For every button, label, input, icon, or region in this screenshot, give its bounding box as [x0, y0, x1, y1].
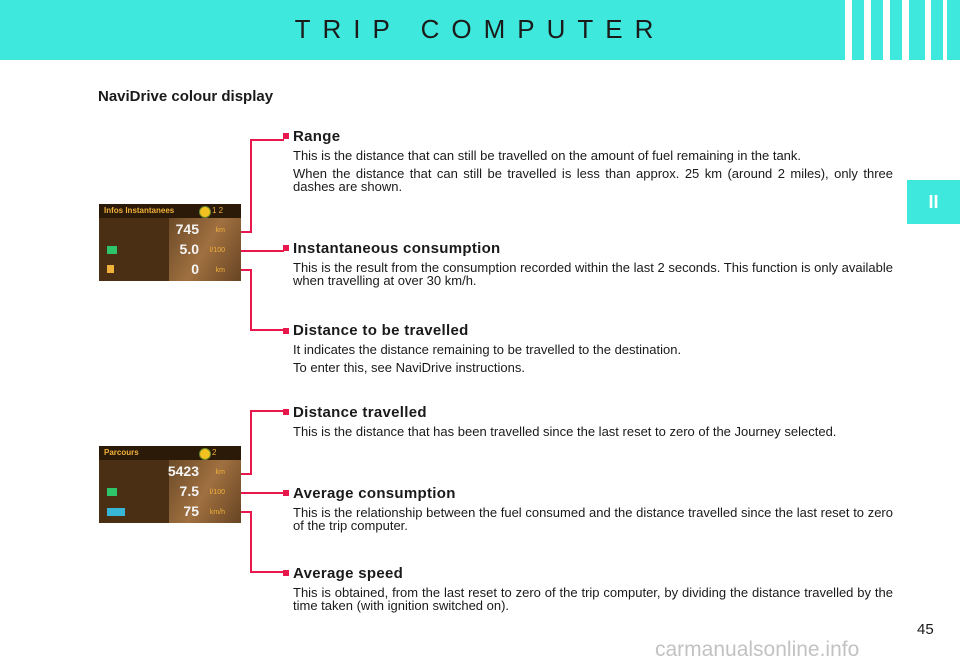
connector-line — [236, 250, 284, 252]
average-speed-value: 75 — [183, 503, 199, 519]
item-distance-to-be-travelled — [293, 322, 893, 379]
header-stripe — [864, 0, 871, 60]
header-stripe — [845, 0, 852, 60]
navidrive-screen-instant — [99, 204, 241, 281]
screen-badge-text: 2 — [212, 448, 217, 457]
item-instantaneous-consumption — [293, 240, 893, 292]
car-icon — [107, 508, 125, 516]
item-text: When the distance that can still be travelled is less than approx. 25 km (around 2 miles), only three dashes are shown. — [293, 166, 893, 194]
item-average-speed — [293, 565, 893, 617]
item-average-consumption — [293, 485, 893, 537]
item-distance-travelled — [293, 404, 893, 443]
screen-label: Parcours — [104, 448, 139, 457]
item-title: Range — [293, 128, 341, 145]
item-text: This is the distance that has been travelled since the last reset to zero of the Journey selected. — [293, 424, 837, 439]
section-heading: NaviDrive colour display — [98, 88, 274, 105]
connector-line — [250, 140, 252, 232]
connector-line — [250, 511, 252, 573]
watermark: carmanualsonline.info — [655, 638, 860, 661]
connector-line — [250, 329, 284, 331]
unit-label: km — [215, 469, 225, 476]
item-title: Instantaneous consumption — [293, 240, 501, 257]
header-stripe — [902, 0, 909, 60]
bullet-marker — [283, 570, 289, 576]
distance-travelled-value: 5423 — [167, 463, 199, 479]
header-stripe — [883, 0, 890, 60]
connector-line — [250, 410, 284, 412]
unit-label: km — [215, 267, 225, 274]
distance-remaining-value: 0 — [191, 261, 199, 277]
section-tab: II — [907, 180, 960, 224]
average-consumption-value: 7.5 — [179, 483, 199, 499]
consumption-value: 5.0 — [179, 241, 199, 257]
connector-line — [250, 269, 252, 331]
page-title: TRIP COMPUTER — [294, 14, 666, 44]
item-text: This is the distance that can still be travelled on the amount of fuel remaining in the tank. — [293, 148, 802, 163]
item-text: This is the relationship between the fuel consumed and the distance travelled since the last reset to zero of the trip computer. — [293, 505, 893, 533]
item-text: To enter this, see NaviDrive instructions. — [293, 360, 525, 375]
connector-line — [250, 139, 284, 141]
fuel-pump-icon — [107, 246, 117, 254]
flag-icon — [107, 265, 114, 273]
item-title: Average speed — [293, 565, 404, 582]
bullet-marker — [283, 490, 289, 496]
unit-label: l/100 — [209, 489, 225, 496]
unit-label: km/h — [209, 509, 225, 516]
navidrive-screen-journey — [99, 446, 241, 523]
journey-badge-icon — [199, 448, 211, 460]
item-title: Average consumption — [293, 485, 456, 502]
page-number: 45 — [917, 621, 934, 638]
bullet-marker — [283, 245, 289, 251]
item-text: This is the result from the consumption recorded within the last 2 seconds. This function is only available when travelling at over 30 km/h. — [293, 260, 893, 288]
item-text: It indicates the distance remaining to be travelled to the destination. — [293, 342, 682, 357]
item-title: Distance travelled — [293, 404, 427, 421]
fuel-pump-icon — [107, 488, 117, 496]
screen-badge-text: 1 2 — [212, 206, 224, 215]
item-text: This is obtained, from the last reset to zero of the trip computer, by dividing the distance travelled by the time taken (with ignition switched on). — [293, 585, 893, 613]
screen-label: Infos Instantanees — [104, 206, 175, 215]
item-range — [293, 128, 893, 198]
item-title: Distance to be travelled — [293, 322, 469, 339]
journey-badge-icon — [199, 206, 211, 218]
range-value: 745 — [175, 221, 199, 237]
connector-line — [250, 411, 252, 474]
unit-label: l/100 — [209, 247, 225, 254]
page-header — [0, 0, 960, 60]
unit-label: km — [215, 227, 225, 234]
connector-line — [236, 492, 284, 494]
bullet-marker — [283, 409, 289, 415]
header-stripe — [925, 0, 931, 60]
bullet-marker — [283, 133, 289, 139]
connector-line — [250, 571, 284, 573]
bullet-marker — [283, 328, 289, 334]
header-stripe — [943, 0, 947, 60]
